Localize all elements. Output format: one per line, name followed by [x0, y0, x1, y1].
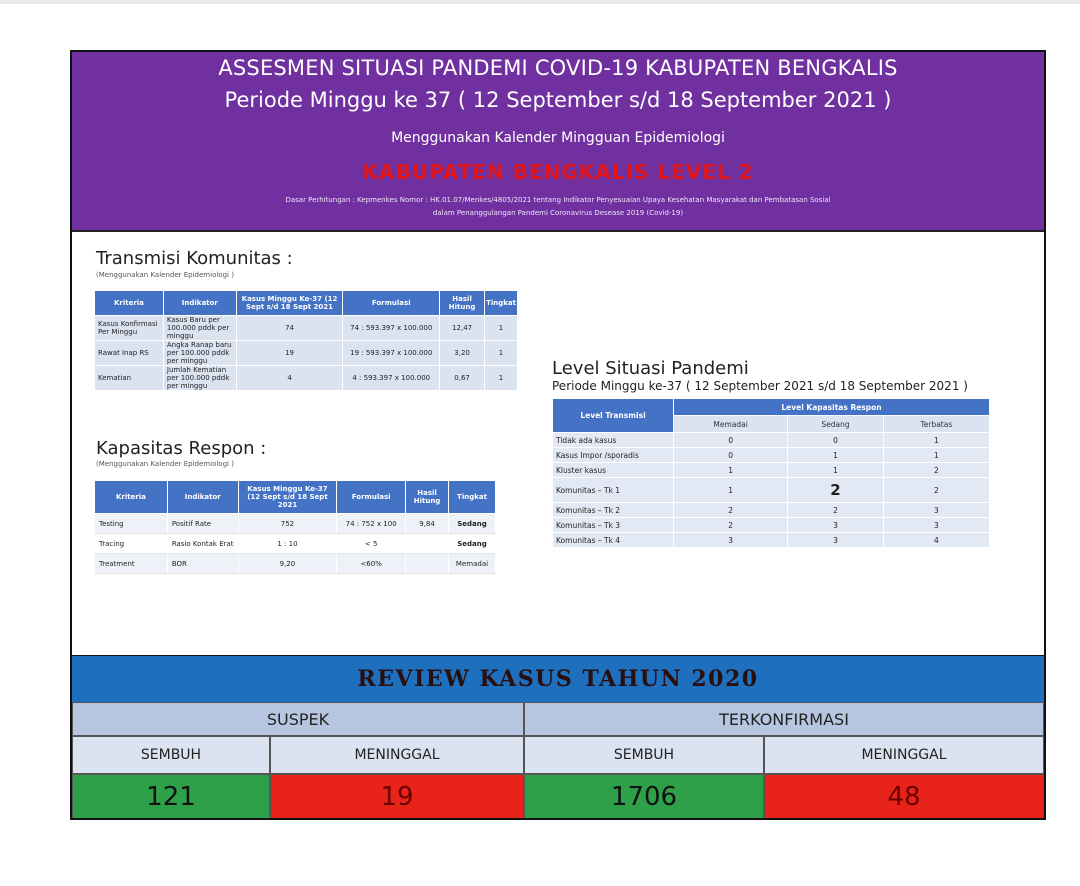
col-header: Sedang	[788, 416, 883, 433]
cell: Sedang	[449, 514, 496, 534]
cell: Memadai	[449, 554, 496, 574]
cell: 74	[236, 316, 343, 341]
cell: Testing	[95, 514, 168, 534]
header-banner	[72, 52, 1044, 232]
cell: < 5	[337, 534, 406, 554]
cell: 1	[485, 316, 518, 341]
cell: 9,20	[238, 554, 337, 574]
cell: Kluster kasus	[553, 463, 674, 478]
cell: 0	[788, 433, 883, 448]
current-level-cell: 2	[788, 478, 883, 503]
review-subheader-row	[72, 736, 1044, 774]
cell: 2	[883, 478, 989, 503]
table-row	[553, 503, 990, 518]
transmisi-subtitle: (Menggunakan Kalender Epidemiologi )	[96, 271, 234, 279]
cell: Kematian	[95, 366, 164, 391]
basis-note	[72, 194, 1044, 220]
col-header: Indikator	[167, 481, 238, 514]
col-header: Terbatas	[883, 416, 989, 433]
suspek-sembuh-label: SEMBUH	[72, 736, 270, 774]
cell: 0,67	[440, 366, 485, 391]
cell: Kasus Konfirmasi Per Minggu	[95, 316, 164, 341]
level-situasi-subtitle: Periode Minggu ke-37 ( 12 September 2021 s/d 18 September 2021 )	[552, 379, 968, 393]
cell: 3	[883, 518, 989, 533]
suspek-meninggal-label: MENINGGAL	[270, 736, 524, 774]
suspek-meninggal-value: 19	[270, 774, 524, 820]
table-row	[95, 534, 496, 554]
level-label: KABUPATEN BENGKALIS LEVEL 2	[362, 160, 754, 184]
basis-line-2: dalam Penanggulangan Pandemi Coronavirus Desease 2019 (Covid-19)	[432, 209, 684, 217]
cell: Tidak ada kasus	[553, 433, 674, 448]
col-header: Hasil Hitung	[440, 291, 485, 316]
table-row	[95, 366, 518, 391]
cell: 4	[236, 366, 343, 391]
title-line-1: ASSESMEN SITUASI PANDEMI COVID-19 KABUPATEN BENGKALIS	[218, 56, 898, 80]
cell: 2	[883, 463, 989, 478]
col-header: Kriteria	[95, 481, 168, 514]
table-row	[553, 518, 990, 533]
cell: 9,84	[406, 514, 449, 534]
cell: Angka Ranap baru per 100.000 pddk per minggu	[163, 341, 236, 366]
cell: 1	[674, 463, 788, 478]
cell: Jumlah Kematian per 100.000 pddk per minggu	[163, 366, 236, 391]
table-row	[553, 433, 990, 448]
level-matrix-table	[552, 398, 990, 548]
cell: Sedang	[449, 534, 496, 554]
col-header: Kasus Minggu Ke-37 (12 Sept s/d 18 Sept 2021	[236, 291, 343, 316]
level-situasi-title: Level Situasi Pandemi	[552, 358, 749, 379]
table-row	[553, 533, 990, 548]
title-line-2: Periode Minggu ke 37 ( 12 September s/d 18 September 2021 )	[224, 88, 892, 112]
cell: Kasus Impor /sporadis	[553, 448, 674, 463]
col-header: Level Kapasitas Respon	[674, 399, 990, 416]
kapasitas-title: Kapasitas Respon :	[96, 438, 267, 459]
terkonfirmasi-label: TERKONFIRMASI	[524, 702, 1044, 736]
cell: 1	[674, 478, 788, 503]
col-header: Formulasi	[337, 481, 406, 514]
subtitle: Menggunakan Kalender Mingguan Epidemiologi	[391, 130, 725, 146]
cell: Komunitas – Tk 4	[553, 533, 674, 548]
cell: Komunitas – Tk 2	[553, 503, 674, 518]
cell: 2	[674, 503, 788, 518]
col-header: Tingkat	[449, 481, 496, 514]
cell: 19 : 593.397 x 100.000	[343, 341, 440, 366]
cell: Tracing	[95, 534, 168, 554]
table-row	[95, 514, 496, 534]
cell: <60%	[337, 554, 406, 574]
cell: Komunitas – Tk 3	[553, 518, 674, 533]
cell: Kasus Baru per 100.000 pddk per minggu	[163, 316, 236, 341]
transmisi-title: Transmisi Komunitas :	[96, 248, 293, 269]
cell: BOR	[167, 554, 238, 574]
review-title: REVIEW KASUS TAHUN 2020	[72, 655, 1044, 703]
review-category-row	[72, 702, 1044, 736]
top-divider	[0, 0, 1080, 4]
cell: 1	[485, 366, 518, 391]
cell: 3,20	[440, 341, 485, 366]
cell: Treatment	[95, 554, 168, 574]
suspek-label: SUSPEK	[72, 702, 524, 736]
cell: 1	[883, 448, 989, 463]
cell: 19	[236, 341, 343, 366]
table-row	[95, 316, 518, 341]
cell: 74 : 593.397 x 100.000	[343, 316, 440, 341]
cell: 2	[788, 503, 883, 518]
basis-line-1: Dasar Perhitungan : Kepmenkes Nomor : HK.01.07/Menkes/4805/2021 tentang Indikator Penyesuaian Upaya Kesehatan Masyarakat dan Pembatasan Sosial	[285, 196, 831, 204]
table-row	[553, 463, 990, 478]
cell: 4 : 593.397 x 100.000	[343, 366, 440, 391]
cell	[406, 554, 449, 574]
cell: Komunitas – Tk 1	[553, 478, 674, 503]
cell: 3	[788, 533, 883, 548]
table-row	[553, 478, 990, 503]
cell: 3	[788, 518, 883, 533]
table-row	[95, 554, 496, 574]
cell: 1 : 10	[238, 534, 337, 554]
cell	[406, 534, 449, 554]
col-header: Kriteria	[95, 291, 164, 316]
col-header: Hasil Hitung	[406, 481, 449, 514]
cell: 0	[674, 448, 788, 463]
suspek-sembuh-value: 121	[72, 774, 270, 820]
col-header: Formulasi	[343, 291, 440, 316]
cell: 74 : 752 x 100	[337, 514, 406, 534]
cell: 1	[788, 448, 883, 463]
transmisi-table	[94, 290, 518, 391]
cell: 0	[674, 433, 788, 448]
cell: Rasio Kontak Erat	[167, 534, 238, 554]
konfirmasi-sembuh-label: SEMBUH	[524, 736, 764, 774]
kapasitas-subtitle: (Menggunakan Kalender Epidemiologi )	[96, 460, 234, 468]
kapasitas-table	[94, 480, 496, 574]
table-row	[553, 448, 990, 463]
cell: 3	[883, 503, 989, 518]
konfirmasi-meninggal-value: 48	[764, 774, 1044, 820]
konfirmasi-sembuh-value: 1706	[524, 774, 764, 820]
col-header: Memadai	[674, 416, 788, 433]
table-row	[95, 341, 518, 366]
col-header: Indikator	[163, 291, 236, 316]
cell: 3	[674, 533, 788, 548]
konfirmasi-meninggal-label: MENINGGAL	[764, 736, 1044, 774]
assessment-poster	[70, 50, 1046, 820]
cell: 1	[883, 433, 989, 448]
cell: Positif Rate	[167, 514, 238, 534]
cell: 1	[485, 341, 518, 366]
col-header: Kasus Minggu Ke-37 (12 Sept s/d 18 Sept 2021	[238, 481, 337, 514]
cell: 12,47	[440, 316, 485, 341]
col-header: Tingkat	[485, 291, 518, 316]
col-header: Level Transmisi	[553, 399, 674, 433]
cell: 1	[788, 463, 883, 478]
cell: 2	[674, 518, 788, 533]
cell: 752	[238, 514, 337, 534]
cell: 4	[883, 533, 989, 548]
cell: Rawat Inap RS	[95, 341, 164, 366]
review-values-row	[72, 774, 1044, 820]
